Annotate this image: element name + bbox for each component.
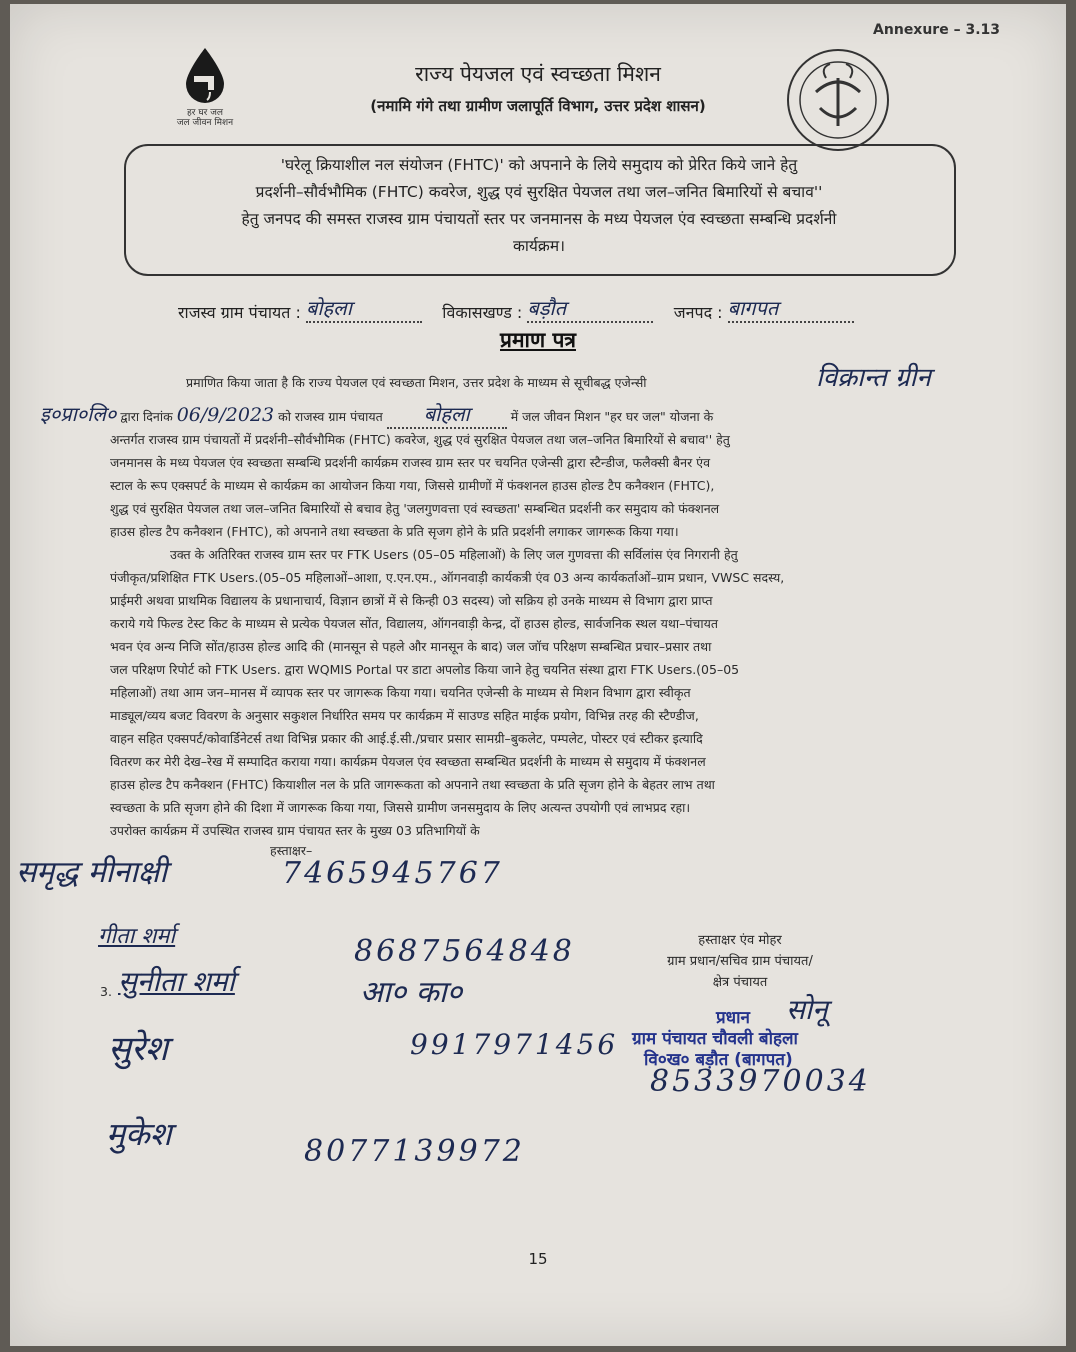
body-line1-text: प्रमाणित किया जाता है कि राज्य पेयजल एवं स्वच्छता मिशन, उत्तर प्रदेश के माध्यम से सूचीबद्ध एजेन्सी [186,375,647,390]
body-line-2 [40,400,713,429]
logo-caption-line2: जल जीवन मिशन [176,118,234,128]
participant-4-name: सुरेश [108,1029,169,1069]
authority-line2: ग्राम प्रधान/सचिव ग्राम पंचायत/ [667,954,813,969]
header-title: राज्य पेयजल एवं स्वच्छता मिशन [415,62,661,86]
pradhan-phone: 8533970034 [650,1064,871,1099]
body-line: स्टाल के रूप एक्सपर्ट के माध्यम से कार्यक्रम का आयोजन किया गया, जिससे ग्रामीणों में फंक्शनल हाउस होल्ड टैप कनैक्शन (FHTC), [110,478,715,493]
stamp-line3: वि०ख० बड़ौत (बागपत) [644,1050,793,1070]
body-line: जल परिक्षण रिपोर्ट को FTK Users. द्वारा WQMIS Portal पर डाटा अपलोड किया जाने हेतु चयनित संस्था द्वारा FTK Users.(05–05 [110,662,740,677]
body-line: वाहन सहित एक्सपर्ट/कोवार्डिनेटर्स तथा विभिन्न प्रकार की आई.ई.सी./प्रचार प्रसार सामग्री–बुकलेट, पम्पलेट, पोस्टर एवं स्टीकर इत्यादि [110,731,703,746]
body-line: प्राईमरी अथवा प्राथमिक विद्यालय के प्रधानाचार्य, विज्ञान छात्रों में से किन्ही 03 सदस्य) जो सक्रिय हो उनके माध्यम से विभाग द्वारा प्राप्त [110,593,713,608]
participant-2-phone: 8687564848 [354,934,575,969]
logo-caption-line1: हर घर जल [187,108,223,118]
document-page [10,4,1066,1346]
item-3-number: 3. [100,984,112,999]
box-line: 'घरेलू क्रियाशील नल संयोजन (FHTC)' को अपनाने के लिये समुदाय को प्रेरित किये जाने हेतु [280,156,798,174]
annexure-label: Annexure – 3.13 [873,22,1000,38]
date-handwritten: 06/9/2023 [176,404,275,426]
panchayat-handwritten: बोहला [423,402,470,426]
pradhan-signature: सोनू [786,993,828,1026]
participant-4-phone: 9917971456 [410,1028,619,1061]
certificate-body [110,428,960,819]
body-line: कराये गये फिल्ड टेस्ट किट के माध्यम से प्रत्येक पेयजल सोंत, विद्यालय, ऑगनवाड़ी केन्द्र, दों हाउस होल्ड, सार्वजनिक स्थल यथा–पंचायत [110,616,718,631]
body-line2-a: द्वारा दिनांक [120,409,173,424]
district-label: जनपद : [673,303,723,322]
authority-line3: क्षेत्र पंचायत [712,975,768,990]
gram-panchayat-field [306,294,422,323]
gram-panchayat-value: बोहला [305,296,352,320]
body-line: भवन एंव अन्य निजि सोंत/हाउस होल्ड आदि की (मानसून से पहले और मानसून के बाद) जल जॉच परिक्षण सम्बन्धित प्रचार–प्रसार तथा [110,639,712,654]
programme-title-text [134,152,944,260]
body-line: अन्तर्गत राजस्व ग्राम पंचायतों में प्रदर्शनी–सौर्वभौमिक (FHTC) कवरेज, शुद्ध एवं सुरक्षित पेयजल तथा जल–जनित बिमारियों से बचाव'' हेतु [110,432,730,447]
box-line: प्रदर्शनी–सौर्वभौमिक (FHTC) कवरेज, शुद्ध एवं सुरक्षित पेयजल तथा जल–जनित बिमारियों से बचाव'' [255,183,823,201]
agency-suffix-handwritten: इ०प्रा०लि० [40,402,117,426]
body-line: पंजीकृत/प्रशिक्षित FTK Users.(05–05 महिलाओं–आशा, ए.एन.एम., ऑगनवाड़ी कार्यकत्री एंव 03 अन्य कार्यकर्ताओं–ग्राम प्रधान, VWSC सदस्य, [110,570,785,585]
block-label: विकासखण्ड : [442,303,523,322]
body-line: माड्यूल/व्यय बजट विवरण के अनुसार सकुशल निर्धारित समय पर कार्यक्रम में साउण्ड सहित माईक प्रयोग, विभिन्न तरह की स्टैण्डीज, [110,708,699,723]
participant-1-name: समृद्ध मीनाक्षी [16,855,168,890]
participant-3-name: सुनीता शर्मा [118,965,235,998]
participant-5-phone: 8077139972 [304,1134,525,1169]
body-line: हाउस होल्ड टैप कनैक्शन (FHTC), को अपनाने तथा स्वच्छता के प्रति सृजग होने के प्रति प्रदर्शनी लगाकर जागरूक किया गया। [110,524,679,539]
stamp-line2: ग्राम पंचायत चौवली बोहला [632,1029,798,1049]
panchayat-field [387,400,507,429]
block-field [527,294,653,323]
body-line: वितरण कर मेरी देख–रेख में सम्पादित कराया गया। कार्यक्रम पेयजल एंव स्वच्छता सम्बन्धित प्रदर्शनी के माध्यम से समुदाय में फंक्शनल [110,754,706,769]
participant-1-phone: 7465945767 [282,856,503,891]
participants-intro: उपरोक्त कार्यक्रम में उपस्थित राजस्व ग्राम पंचायत स्तर के मुख्य 03 प्रतिभागियों के [110,823,480,838]
body-line: महिलाओं) तथा आम जन–मानस में व्यापक स्तर पर जागरूक किया गया। चयनित एजेन्सी के माध्यम से मिशन विभाग द्वारा स्वीकृत [110,685,691,700]
body-line: जनमानस के मध्य पेयजल एंव स्वच्छता सम्बन्धि प्रदर्शनी कार्यक्रम राजस्व ग्राम स्तर पर चयनित एजेन्सी द्वारा स्टैन्डीज, फलैक्सी बैनर एंव [110,455,711,470]
stamp-line1: प्रधान [716,1008,750,1028]
page-number: 15 [528,1250,548,1268]
authority-signature-block [622,930,858,993]
box-line: हेतु जनपद की समस्त राजस्व ग्राम पंचायतों स्तर पर जनमानस के मध्य पेयजल एंव स्वच्छता सम्बन्धि प्रदर्शनी [241,210,837,228]
body-line2-c: में जल जीवन मिशन "हर घर जल" योजना के [510,409,714,424]
certificate-heading: प्रमाण पत्र [500,328,576,352]
body-line: शुद्ध एवं सुरक्षित पेयजल तथा जल–जनित बिमारियों से बचाव हेतु 'जलगुणवत्ता एवं स्वच्छता' सम्बन्धित प्रदर्शनी कर समुदाय को फंक्शनल [110,501,720,516]
gram-panchayat-label: राजस्व ग्राम पंचायत : [178,303,301,322]
body-line: स्वच्छता के प्रति सृजग होने की दिशा में जागरूक किया गया, जिससे ग्रामीण जनसमुदाय के लिए अत्यन्त उपयोगी एवं लाभप्रद रहा। [110,800,691,815]
participant-2-name: गीता शर्मा [98,924,176,949]
header-subtitle: (नमामि गंगे तथा ग्रामीण जलापूर्ति विभाग, उत्तर प्रदेश शासन) [370,97,706,115]
box-line: कार्यक्रम। [513,237,565,255]
body-line: हाउस होल्ड टैप कनैक्शन (FHTC) कियाशील नल के प्रति जागरूकता को अपनाने तथा स्वच्छता के प्रति सृजग होने के बेहतर लाभ तथा [110,777,715,792]
body-line: उक्त के अतिरिक्त राजस्व ग्राम स्तर पर FTK Users (05–05 महिलाओं) के लिए जल गुणवत्ता की सर्विलांस एंव निगरानी हेतु [170,547,738,562]
location-fields [178,294,854,323]
pradhan-stamp [632,1008,798,1071]
body-line-1 [186,374,647,391]
authority-line1: हस्ताक्षर एंव मोहर [698,933,782,948]
agency-name-handwritten: विक्रान्त ग्रीन [816,363,931,393]
district-value: बागपत [727,296,779,320]
body-line2-b: को राजस्व ग्राम पंचायत [278,409,383,424]
participant-3-phone: आ० का० [360,975,463,1010]
block-value: बड़ौत [527,296,567,320]
participant-5-name: मुकेश [106,1115,172,1153]
signature-label: हस्ताक्षर– [270,843,313,858]
district-field [728,294,854,323]
